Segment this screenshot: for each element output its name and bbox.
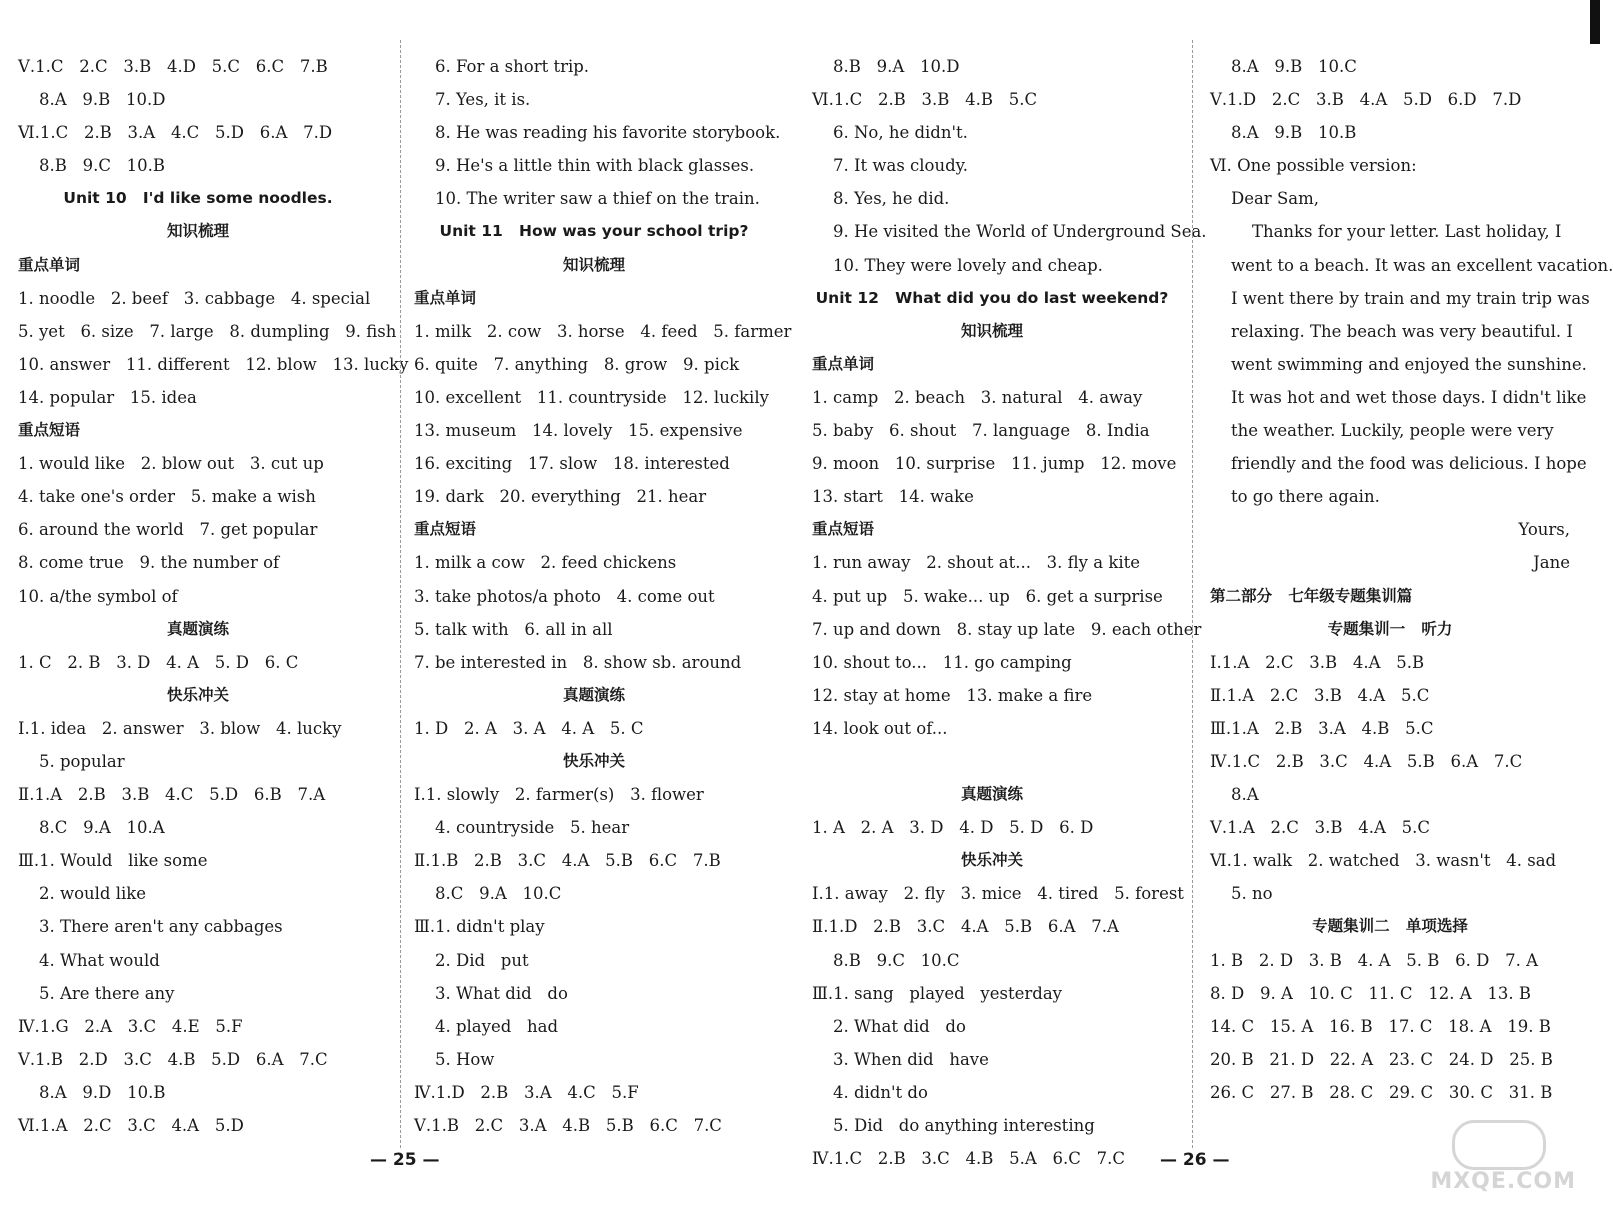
answer-line: 8.B 9.A 10.D: [812, 57, 960, 76]
answer-line: 16. exciting 17. slow 18. interested: [414, 454, 730, 474]
answer-line: 8.C 9.A 10.A: [18, 818, 165, 838]
answer-line: [812, 745, 1172, 778]
answer-line: I went there by train and my train trip was: [1210, 288, 1590, 308]
answer-line: 1. camp 2. beach 3. natural 4. away: [812, 387, 1143, 407]
answer-line: 1. would like 2. blow out 3. cut up: [18, 454, 324, 474]
answer-line: 7. Yes, it is.: [414, 90, 531, 110]
answer-line: 8.C 9.A 10.C: [414, 884, 562, 904]
answer-line: friendly and the food was delicious. I hope: [1210, 454, 1587, 474]
answer-line: 快乐冲关: [960, 851, 1023, 870]
answer-line: 5. talk with 6. all in all: [414, 619, 613, 639]
answer-line: 专题集训一 听力: [1327, 619, 1453, 638]
answer-line: 5. Did do anything interesting: [812, 1116, 1095, 1135]
answer-line: 8.B 9.C 10.B: [18, 156, 166, 176]
answer-line: 7. It was cloudy.: [812, 156, 969, 176]
answer-line: 8.B 9.C 10.C: [812, 950, 960, 970]
top-edge-mark: [1590, 0, 1600, 44]
answer-line: relaxing. The beach was very beautiful. I: [1210, 321, 1573, 341]
answer-line: Ⅱ.1.D 2.B 3.C 4.A 5.B 6.A 7.A: [812, 917, 1119, 937]
answer-line: 1. run away 2. shout at... 3. fly a kite: [812, 553, 1140, 573]
answer-line: Dear Sam,: [1210, 189, 1319, 209]
answer-line: 8. come true 9. the number of: [18, 553, 280, 573]
answer-line: Ⅵ.1.C 2.B 3.B 4.B 5.C: [812, 90, 1038, 110]
answer-line: 专题集训二 单项选择: [1312, 917, 1468, 936]
answer-line: Ⅴ.1.B 2.C 3.A 4.B 5.B 6.C 7.C: [414, 1116, 722, 1135]
answer-line: 5. How: [414, 1049, 495, 1069]
answer-line: 知识梳理: [960, 321, 1023, 340]
answer-line: 8.A 9.B 10.C: [1210, 57, 1357, 76]
answer-column-2: [414, 50, 792, 1142]
answer-line: 8. He was reading his favorite storybook.: [414, 123, 781, 143]
answer-line: 10. They were lovely and cheap.: [812, 255, 1103, 275]
answer-line: 4. What would: [18, 950, 160, 970]
answer-line: 10. a/the symbol of: [18, 586, 178, 606]
watermark-text: MXQE.COM: [1430, 1169, 1576, 1194]
answer-line: 6. around the world 7. get popular: [18, 520, 318, 540]
answer-line: 7. up and down 8. stay up late 9. each other: [812, 619, 1202, 639]
answer-line: 真题演练: [166, 619, 229, 638]
answer-line: 重点短语: [414, 520, 477, 539]
answer-line: 3. What did do: [414, 983, 568, 1003]
answer-line: 20. B 21. D 22. A 23. C 24. D 25. B: [1210, 1049, 1553, 1069]
answer-line: 9. moon 10. surprise 11. jump 12. move: [812, 454, 1177, 474]
watermark: [1426, 1120, 1576, 1194]
answer-line: Unit 10 I'd like some noodles.: [63, 189, 333, 208]
answer-line: 4. put up 5. wake... up 6. get a surprise: [812, 586, 1163, 606]
answer-line: to go there again.: [1210, 487, 1380, 507]
answer-line: 7. be interested in 8. show sb. around: [414, 652, 742, 672]
answer-line: Ⅲ.1.A 2.B 3.A 4.B 5.C: [1210, 718, 1434, 738]
answer-line: 10. shout to... 11. go camping: [812, 652, 1072, 672]
answer-line: 快乐冲关: [166, 685, 229, 704]
answer-line: 8.A 9.B 10.D: [18, 90, 166, 110]
answer-line: Unit 12 What did you do last weekend?: [815, 288, 1169, 307]
answer-line: 12. stay at home 13. make a fire: [812, 685, 1093, 705]
answer-line: 6. No, he didn't.: [812, 123, 968, 143]
answer-line: 1. C 2. B 3. D 4. A 5. D 6. C: [18, 652, 299, 672]
answer-line: 8.A 9.D 10.B: [18, 1082, 166, 1102]
answer-line: 2. Did put: [414, 950, 529, 970]
answer-line: 1. D 2. A 3. A 4. A 5. C: [414, 718, 644, 738]
answer-line: 第二部分 七年级专题集训篇: [1210, 586, 1413, 605]
answer-line: 1. noodle 2. beef 3. cabbage 4. special: [18, 288, 371, 308]
answer-line: It was hot and wet those days. I didn't like: [1210, 387, 1587, 407]
answer-line: 5. no: [1210, 884, 1273, 904]
answer-line: 8. D 9. A 10. C 11. C 12. A 13. B: [1210, 983, 1532, 1003]
answer-line: Ⅴ.1.D 2.C 3.B 4.A 5.D 6.D 7.D: [1210, 90, 1522, 110]
answer-line: Ⅴ.1.B 2.D 3.C 4.B 5.D 6.A 7.C: [18, 1049, 328, 1069]
answer-line: Ⅰ.1. slowly 2. farmer(s) 3. flower: [414, 785, 704, 805]
answer-line: 8.A 9.B 10.B: [1210, 123, 1357, 143]
answer-line: 1. milk a cow 2. feed chickens: [414, 553, 677, 573]
answer-line: 知识梳理: [562, 255, 625, 274]
answer-line: 14. popular 15. idea: [18, 387, 197, 407]
answer-line: Jane: [1533, 553, 1570, 573]
answer-line: 5. popular: [18, 751, 125, 771]
answer-line: Ⅰ.1.A 2.C 3.B 4.A 5.B: [1210, 652, 1425, 672]
answer-line: Ⅴ.1.C 2.C 3.B 4.D 5.C 6.C 7.B: [18, 57, 328, 76]
answer-line: Ⅲ.1. didn't play: [414, 917, 545, 937]
answer-line: 14. look out of...: [812, 718, 948, 738]
answer-line: Ⅱ.1.A 2.C 3.B 4.A 5.C: [1210, 685, 1430, 705]
answer-line: 3. take photos/a photo 4. come out: [414, 586, 715, 606]
answer-line: 6. quite 7. anything 8. grow 9. pick: [414, 354, 740, 374]
answer-line: 5. baby 6. shout 7. language 8. India: [812, 421, 1150, 441]
answer-line: 9. He visited the World of Underground Sea.: [812, 222, 1207, 242]
answer-line: Ⅰ.1. idea 2. answer 3. blow 4. lucky: [18, 718, 342, 738]
answer-column-4: [1210, 50, 1613, 1109]
answer-line: 5. yet 6. size 7. large 8. dumpling 9. fish: [18, 321, 397, 341]
answer-line: Ⅲ.1. Would like some: [18, 851, 208, 871]
column-divider-right: [1192, 40, 1193, 1148]
answer-line: 19. dark 20. everything 21. hear: [414, 487, 707, 507]
column-divider-left: [400, 40, 401, 1148]
answer-line: 重点短语: [812, 520, 875, 539]
answer-line: 2. would like: [18, 884, 147, 904]
answer-line: the weather. Luckily, people were very: [1210, 421, 1554, 441]
answer-line: 6. For a short trip.: [414, 57, 590, 76]
answer-line: Ⅳ.1.C 2.B 3.C 4.B 5.A 6.C 7.C: [812, 1149, 1126, 1169]
answer-line: Ⅱ.1.A 2.B 3.B 4.C 5.D 6.B 7.A: [18, 785, 326, 805]
page-number-left: — 25 —: [370, 1150, 440, 1170]
answer-line: 8.A: [1210, 785, 1259, 805]
answer-line: 10. The writer saw a thief on the train.: [414, 189, 760, 209]
answer-line: 快乐冲关: [562, 751, 625, 770]
answer-line: 重点单词: [18, 255, 81, 274]
answer-line: 26. C 27. B 28. C 29. C 30. C 31. B: [1210, 1082, 1553, 1102]
answer-line: 3. There aren't any cabbages: [18, 917, 283, 937]
answer-line: Thanks for your letter. Last holiday, I: [1210, 222, 1562, 242]
answer-line: 1. A 2. A 3. D 4. D 5. D 6. D: [812, 818, 1094, 838]
answer-line: Ⅵ. One possible version:: [1210, 156, 1417, 176]
answer-line: 4. didn't do: [812, 1082, 928, 1102]
answer-line: 3. When did have: [812, 1049, 989, 1069]
answer-line: Ⅵ.1.A 2.C 3.C 4.A 5.D: [18, 1116, 244, 1135]
answer-line: Yours,: [1518, 520, 1570, 540]
answer-line: 10. excellent 11. countryside 12. luckily: [414, 387, 769, 407]
answer-line: 4. countryside 5. hear: [414, 818, 630, 838]
answer-column-1: [18, 50, 409, 1142]
answer-line: 4. take one's order 5. make a wish: [18, 487, 316, 507]
answer-line: Ⅱ.1.B 2.B 3.C 4.A 5.B 6.C 7.B: [414, 851, 721, 871]
answer-line: 2. What did do: [812, 1016, 966, 1036]
answer-line: Ⅰ.1. away 2. fly 3. mice 4. tired 5. forest: [812, 884, 1184, 904]
answer-line: 真题演练: [960, 785, 1023, 804]
answer-line: Unit 11 How was your school trip?: [439, 222, 749, 241]
answer-line: Ⅲ.1. sang played yesterday: [812, 983, 1062, 1003]
answer-line: Ⅴ.1.A 2.C 3.B 4.A 5.C: [1210, 818, 1431, 838]
answer-line: 5. Are there any: [18, 983, 175, 1003]
watermark-logo-icon: [1452, 1120, 1546, 1170]
answer-line: Ⅳ.1.D 2.B 3.A 4.C 5.F: [414, 1082, 639, 1102]
answer-line: Ⅵ.1. walk 2. watched 3. wasn't 4. sad: [1210, 851, 1557, 871]
answer-line: 10. answer 11. different 12. blow 13. lucky: [18, 354, 409, 374]
answer-line: 13. museum 14. lovely 15. expensive: [414, 421, 743, 441]
answer-line: 1. B 2. D 3. B 4. A 5. B 6. D 7. A: [1210, 950, 1538, 970]
answer-line: 重点短语: [18, 421, 81, 440]
answer-line: Ⅵ.1.C 2.B 3.A 4.C 5.D 6.A 7.D: [18, 123, 333, 143]
answer-line: 4. played had: [414, 1016, 559, 1036]
answer-line: 1. milk 2. cow 3. horse 4. feed 5. farmer: [414, 321, 792, 341]
answer-line: Ⅳ.1.C 2.B 3.C 4.A 5.B 6.A 7.C: [1210, 751, 1523, 771]
answer-line: Ⅳ.1.G 2.A 3.C 4.E 5.F: [18, 1016, 243, 1036]
page-number-right: — 26 —: [1160, 1150, 1230, 1170]
answer-line: 真题演练: [562, 685, 625, 704]
answer-line: 重点单词: [812, 354, 875, 373]
answer-line: 13. start 14. wake: [812, 487, 974, 507]
answer-line: went swimming and enjoyed the sunshine.: [1210, 354, 1587, 374]
answer-line: 9. He's a little thin with black glasses.: [414, 156, 755, 176]
answer-line: went to a beach. It was an excellent vacation.: [1210, 255, 1613, 275]
answer-line: 重点单词: [414, 288, 477, 307]
answer-line: 知识梳理: [166, 222, 229, 241]
answer-line: 8. Yes, he did.: [812, 189, 950, 209]
answer-line: 14. C 15. A 16. B 17. C 18. A 19. B: [1210, 1016, 1551, 1036]
